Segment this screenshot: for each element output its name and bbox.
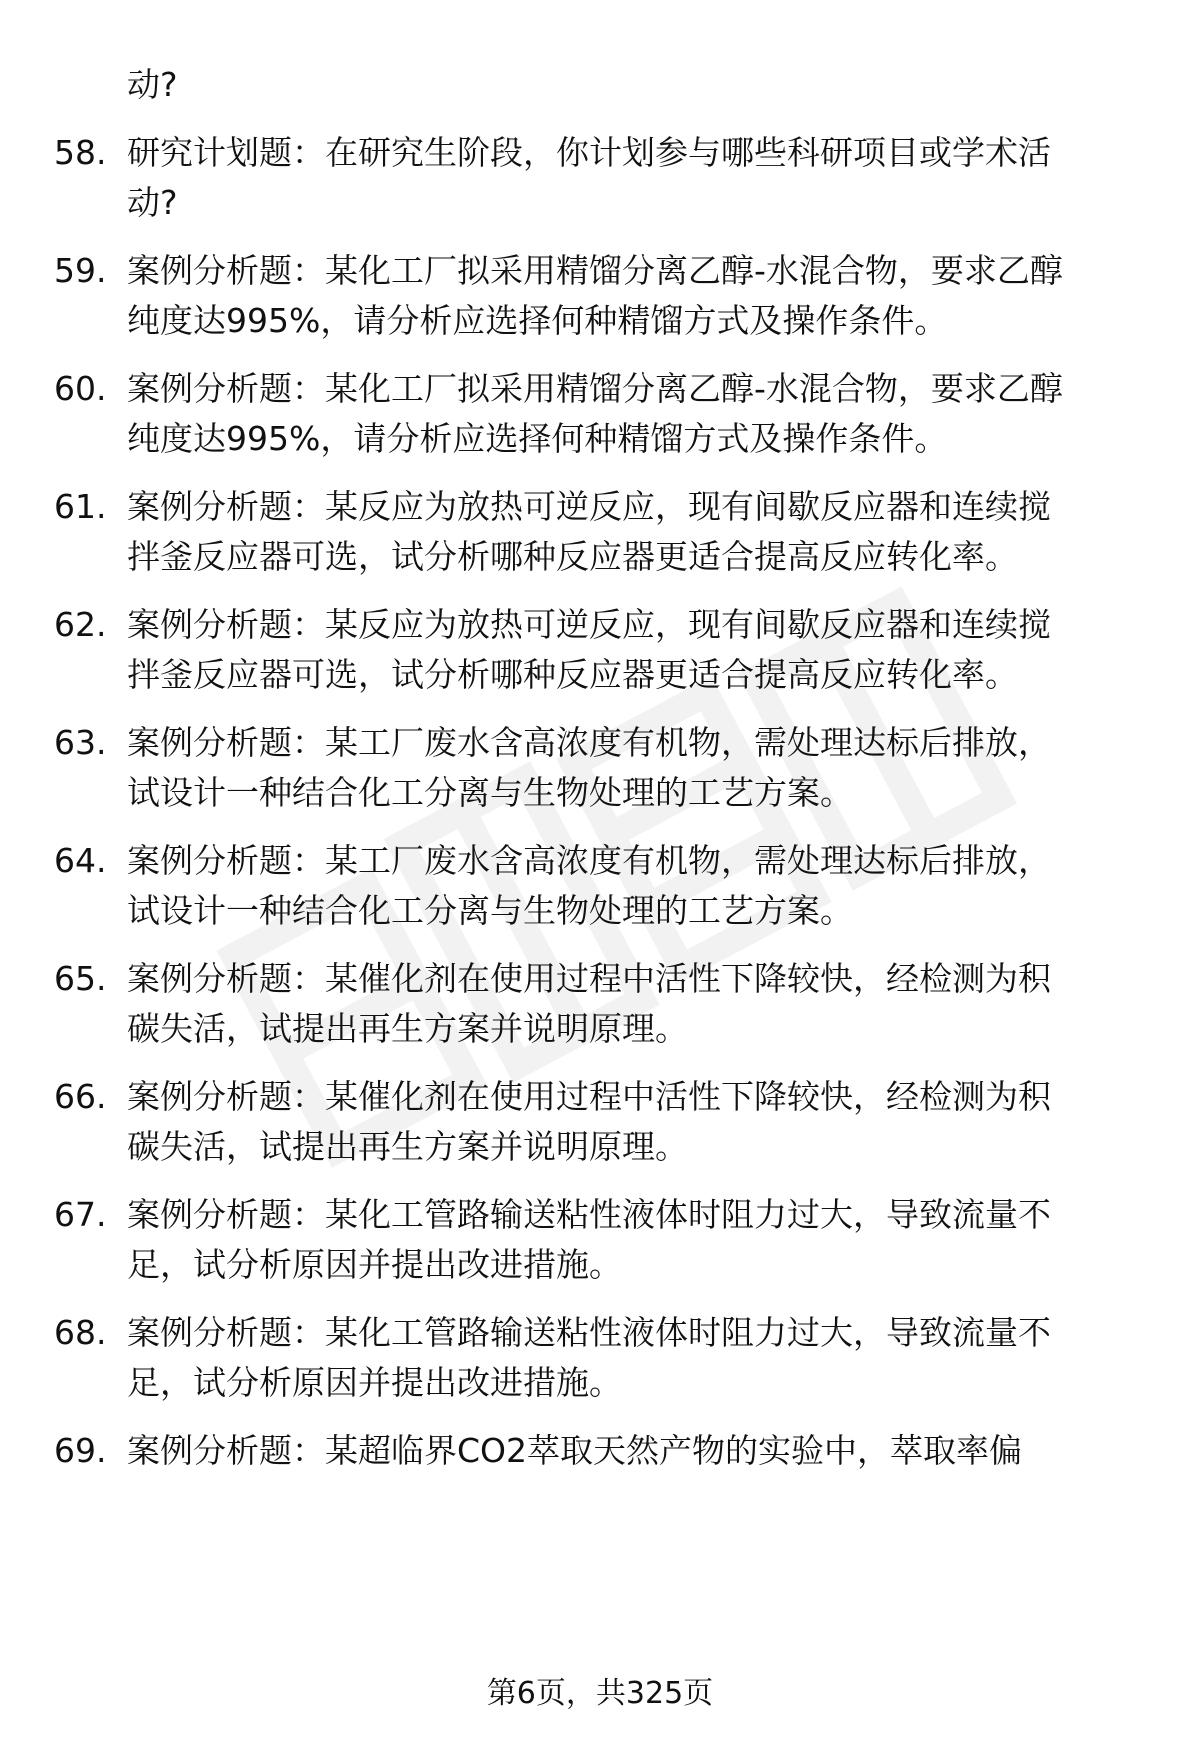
question-text-line: 案例分析题：某工厂废水含高浓度有机物，需处理达标后排放， [127, 723, 1051, 762]
question-number: 69. [54, 1431, 107, 1470]
question-text-line: 碳失活，试提出再生方案并说明原理。 [127, 1127, 688, 1166]
question-text-line: 纯度达995%，请分析应选择何种精馏方式及操作条件。 [127, 301, 948, 340]
question-number: 68. [54, 1313, 107, 1352]
question-text-line: 案例分析题：某催化剂在使用过程中活性下降较快，经检测为积 [127, 959, 1051, 998]
question-text-line: 案例分析题：某化工厂拟采用精馏分离乙醇-水混合物，要求乙醇 [127, 369, 1063, 408]
question-number: 66. [54, 1077, 107, 1116]
question-number: 67. [54, 1195, 107, 1234]
question-text-line: 案例分析题：某化工厂拟采用精馏分离乙醇-水混合物，要求乙醇 [127, 251, 1063, 290]
continuation-text: 动? [127, 65, 178, 104]
question-text-line: 动? [127, 183, 178, 222]
question-number: 59. [54, 251, 107, 290]
question-text-line: 足，试分析原因并提出改进措施。 [127, 1245, 622, 1284]
question-text-line: 案例分析题：某反应为放热可逆反应，现有间歇反应器和连续搅 [127, 487, 1051, 526]
question-text-line: 碳失活，试提出再生方案并说明原理。 [127, 1009, 688, 1048]
question-text-line: 案例分析题：某化工管路输送粘性液体时阻力过大，导致流量不 [127, 1313, 1051, 1352]
question-number: 60. [54, 369, 107, 408]
question-text-line: 足，试分析原因并提出改进措施。 [127, 1363, 622, 1402]
question-text-line: 研究计划题：在研究生阶段，你计划参与哪些科研项目或学术活 [127, 133, 1051, 172]
question-text-line: 试设计一种结合化工分离与生物处理的工艺方案。 [127, 891, 853, 930]
question-text-line: 案例分析题：某超临界CO2萃取天然产物的实验中，萃取率偏 [127, 1431, 1023, 1470]
question-number: 64. [54, 841, 107, 880]
question-text-line: 案例分析题：某反应为放热可逆反应，现有间歇反应器和连续搅 [127, 605, 1051, 644]
question-number: 61. [54, 487, 107, 526]
question-text-line: 案例分析题：某工厂废水含高浓度有机物，需处理达标后排放， [127, 841, 1051, 880]
question-text-line: 案例分析题：某化工管路输送粘性液体时阻力过大，导致流量不 [127, 1195, 1051, 1234]
question-number: 63. [54, 723, 107, 762]
question-text-line: 案例分析题：某催化剂在使用过程中活性下降较快，经检测为积 [127, 1077, 1051, 1116]
question-text-line: 纯度达995%，请分析应选择何种精馏方式及操作条件。 [127, 419, 948, 458]
question-text-line: 拌釜反应器可选，试分析哪种反应器更适合提高反应转化率。 [127, 537, 1018, 576]
question-number: 65. [54, 959, 107, 998]
question-number: 58. [54, 133, 107, 172]
page-footer: 第6页，共325页 [486, 1676, 714, 1711]
question-text-line: 拌釜反应器可选，试分析哪种反应器更适合提高反应转化率。 [127, 655, 1018, 694]
question-number: 62. [54, 605, 107, 644]
question-text-line: 试设计一种结合化工分离与生物处理的工艺方案。 [127, 773, 853, 812]
